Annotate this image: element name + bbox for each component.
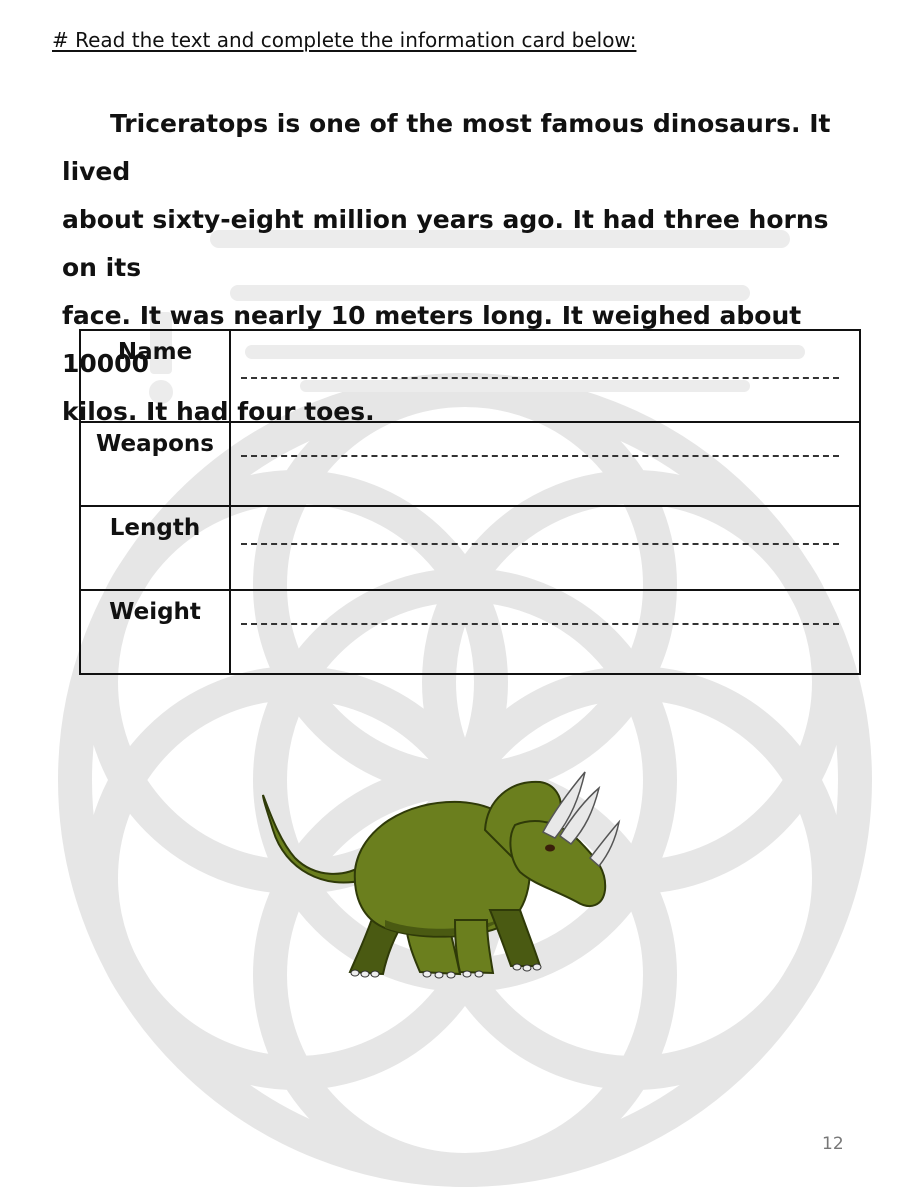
- passage-line: kilos. It had four toes.: [62, 397, 375, 426]
- card-label-weight: Weight: [80, 590, 230, 674]
- instruction-heading: # Read the text and complete the information card below:: [52, 28, 637, 52]
- card-row-length: [80, 506, 860, 590]
- answer-line: [241, 377, 839, 379]
- name-answer-field[interactable]: [230, 330, 860, 422]
- passage-line: Triceratops is one of the most famous dinosaurs. It lived: [62, 109, 831, 186]
- card-row-weight: [80, 590, 860, 674]
- answer-line: [241, 455, 839, 457]
- card-label-weapons: Weapons: [80, 422, 230, 506]
- triceratops-illustration: [255, 760, 625, 990]
- weight-answer-field[interactable]: [230, 590, 860, 674]
- weapons-answer-field[interactable]: [230, 422, 860, 506]
- card-row-weapons: [80, 422, 860, 506]
- card-label-length: Length: [80, 506, 230, 590]
- card-row-name: [80, 330, 860, 422]
- information-card: [79, 329, 861, 675]
- card-label-name: Name: [80, 330, 230, 422]
- page-number: 12: [822, 1134, 844, 1154]
- answer-line: [241, 543, 839, 545]
- passage-line: face. It was nearly 10 meters long. It weighed about 10000: [62, 301, 802, 378]
- answer-line: [241, 623, 839, 625]
- length-answer-field[interactable]: [230, 506, 860, 590]
- passage-line: about sixty-eight million years ago. It had three horns on its: [62, 205, 829, 282]
